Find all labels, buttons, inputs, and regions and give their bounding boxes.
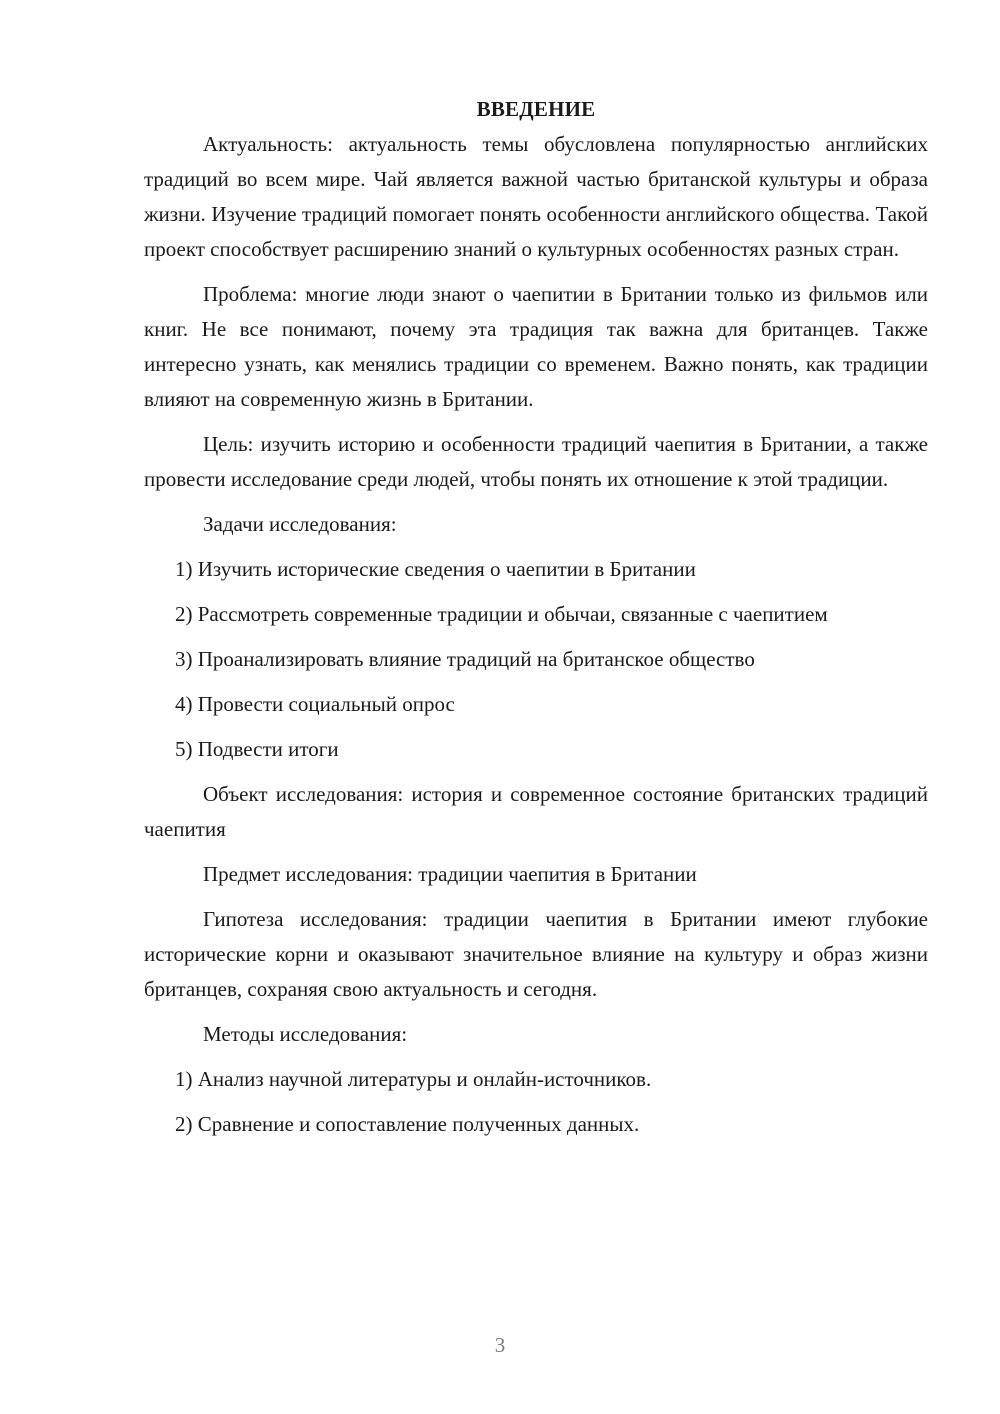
methods-title: Методы исследования: (203, 1022, 408, 1046)
task-item: 1) Изучить исторические сведения о чаепитии в Британии (175, 557, 696, 581)
relevance-paragraph: Актуальность: актуальность темы обусловлена популярностью английских традиций во всем мире. Чай является важной частью британской культуры и образа жизни. Изучение традиций помогает понять особенности английского общества. Такой проект способствует расширению знаний о культурных особенностях разных стран. (144, 132, 928, 261)
page-number: 3 (494, 1333, 506, 1357)
tasks-title: Задачи исследования: (203, 512, 397, 536)
problem-paragraph: Проблема: многие люди знают о чаепитии в Британии только из фильмов или книг. Не все понимают, почему эта традиция так важна для британцев. Также интересно узнать, как менялись традиции со временем. Важно понять, как традиции влияют на современную жизнь в Британии. (144, 282, 928, 411)
subject-paragraph: Предмет исследования: традиции чаепития в Британии (203, 862, 697, 886)
hypothesis-paragraph: Гипотеза исследования: традиции чаепития в Британии имеют глубокие исторические корни и оказывают значительное влияние на культуру и образ жизни британцев, сохраняя свою актуальность и сегодня. (144, 907, 928, 1001)
method-item: 2) Сравнение и сопоставление полученных данных. (175, 1112, 640, 1136)
page-content (144, 92, 928, 1152)
goal-paragraph: Цель: изучить историю и особенности традиций чаепития в Британии, а также провести исследование среди людей, чтобы понять их отношение к этой традиции. (144, 432, 928, 491)
object-paragraph: Объект исследования: история и современное состояние британских традиций чаепития (144, 782, 928, 841)
method-item: 1) Анализ научной литературы и онлайн-источников. (175, 1067, 652, 1091)
task-item: 3) Проанализировать влияние традиций на британское общество (175, 647, 755, 671)
task-item: 5) Подвести итоги (175, 737, 339, 761)
task-item: 2) Рассмотреть современные традиции и обычаи, связанные с чаепитием (175, 602, 828, 626)
task-item: 4) Провести социальный опрос (175, 692, 455, 716)
page-title: ВВЕДЕНИЕ (476, 97, 596, 121)
